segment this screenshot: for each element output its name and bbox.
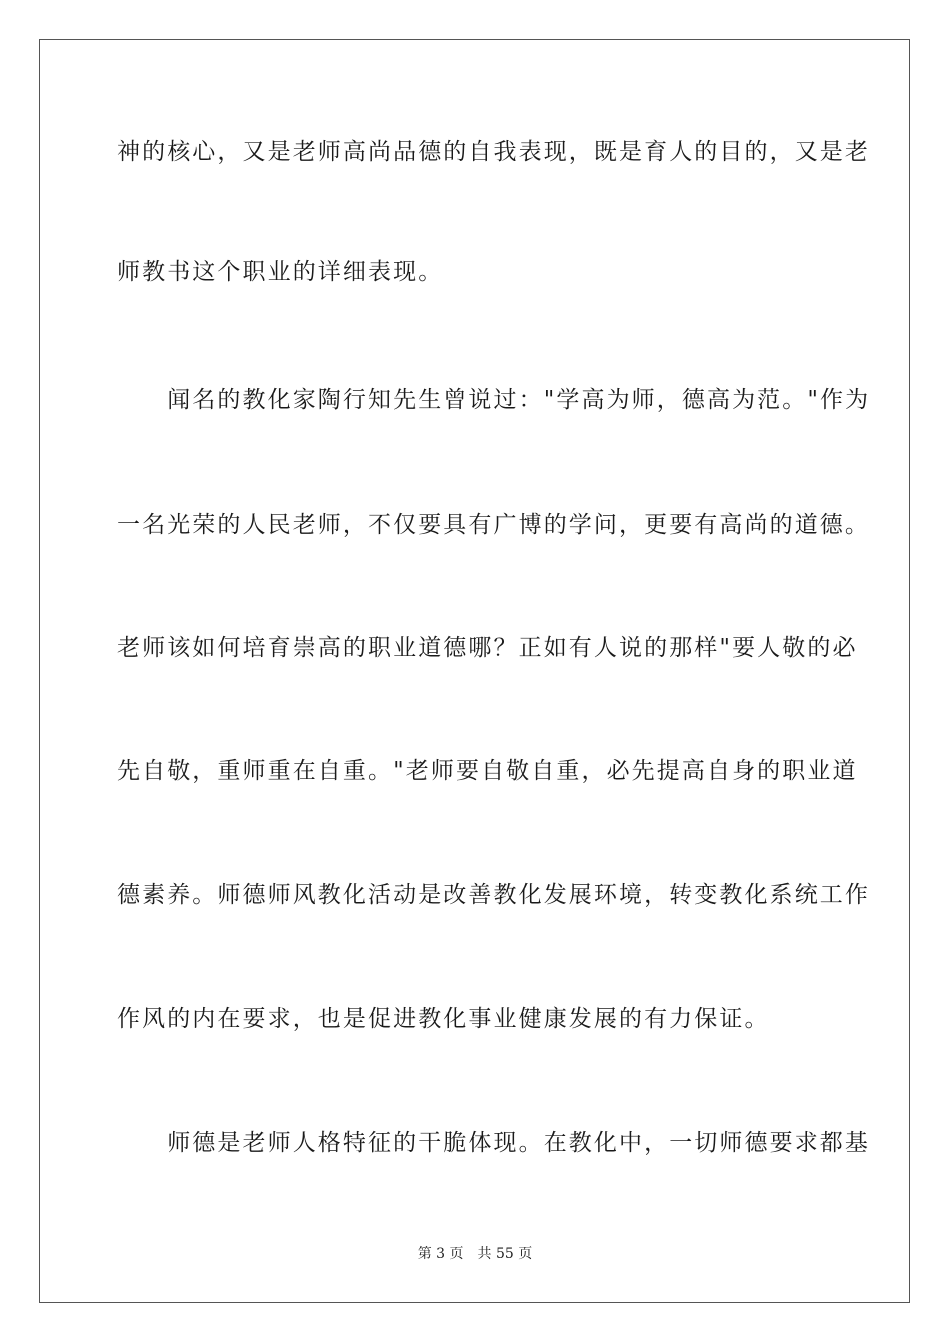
text-line-2: 师教书这个职业的详细表现。 <box>117 259 444 285</box>
text-line-5: 老师该如何培育崇高的职业道德哪？正如有人说的那样"要人敬的必 <box>117 635 858 661</box>
page-border <box>39 39 910 1303</box>
text-line-8: 作风的内在要求，也是促进教化事业健康发展的有力保证。 <box>117 1006 770 1032</box>
text-line-6: 先自敬，重师重在自重。"老师要自敬自重，必先提高自身的职业道 <box>117 758 858 784</box>
page-footer <box>0 1245 950 1263</box>
paragraph-start-line-2: 师德是老师人格特征的干脆体现。在教化中，一切师德要求都基 <box>117 1130 870 1156</box>
paragraph-start-line: 闻名的教化家陶行知先生曾说过："学高为师，德高为范。"作为 <box>117 387 871 413</box>
total-pages: 共 55 页 <box>477 1246 533 1262</box>
text-line-7: 德素养。师德师风教化活动是改善教化发展环境，转变教化系统工作 <box>117 882 870 908</box>
text-line-4: 一名光荣的人民老师，不仅要具有广博的学问，更要有高尚的道德。 <box>117 512 870 538</box>
text-line-1: 神的核心，又是老师高尚品德的自我表现，既是育人的目的，又是老 <box>117 139 870 165</box>
page-number: 第 3 页 <box>417 1246 464 1262</box>
